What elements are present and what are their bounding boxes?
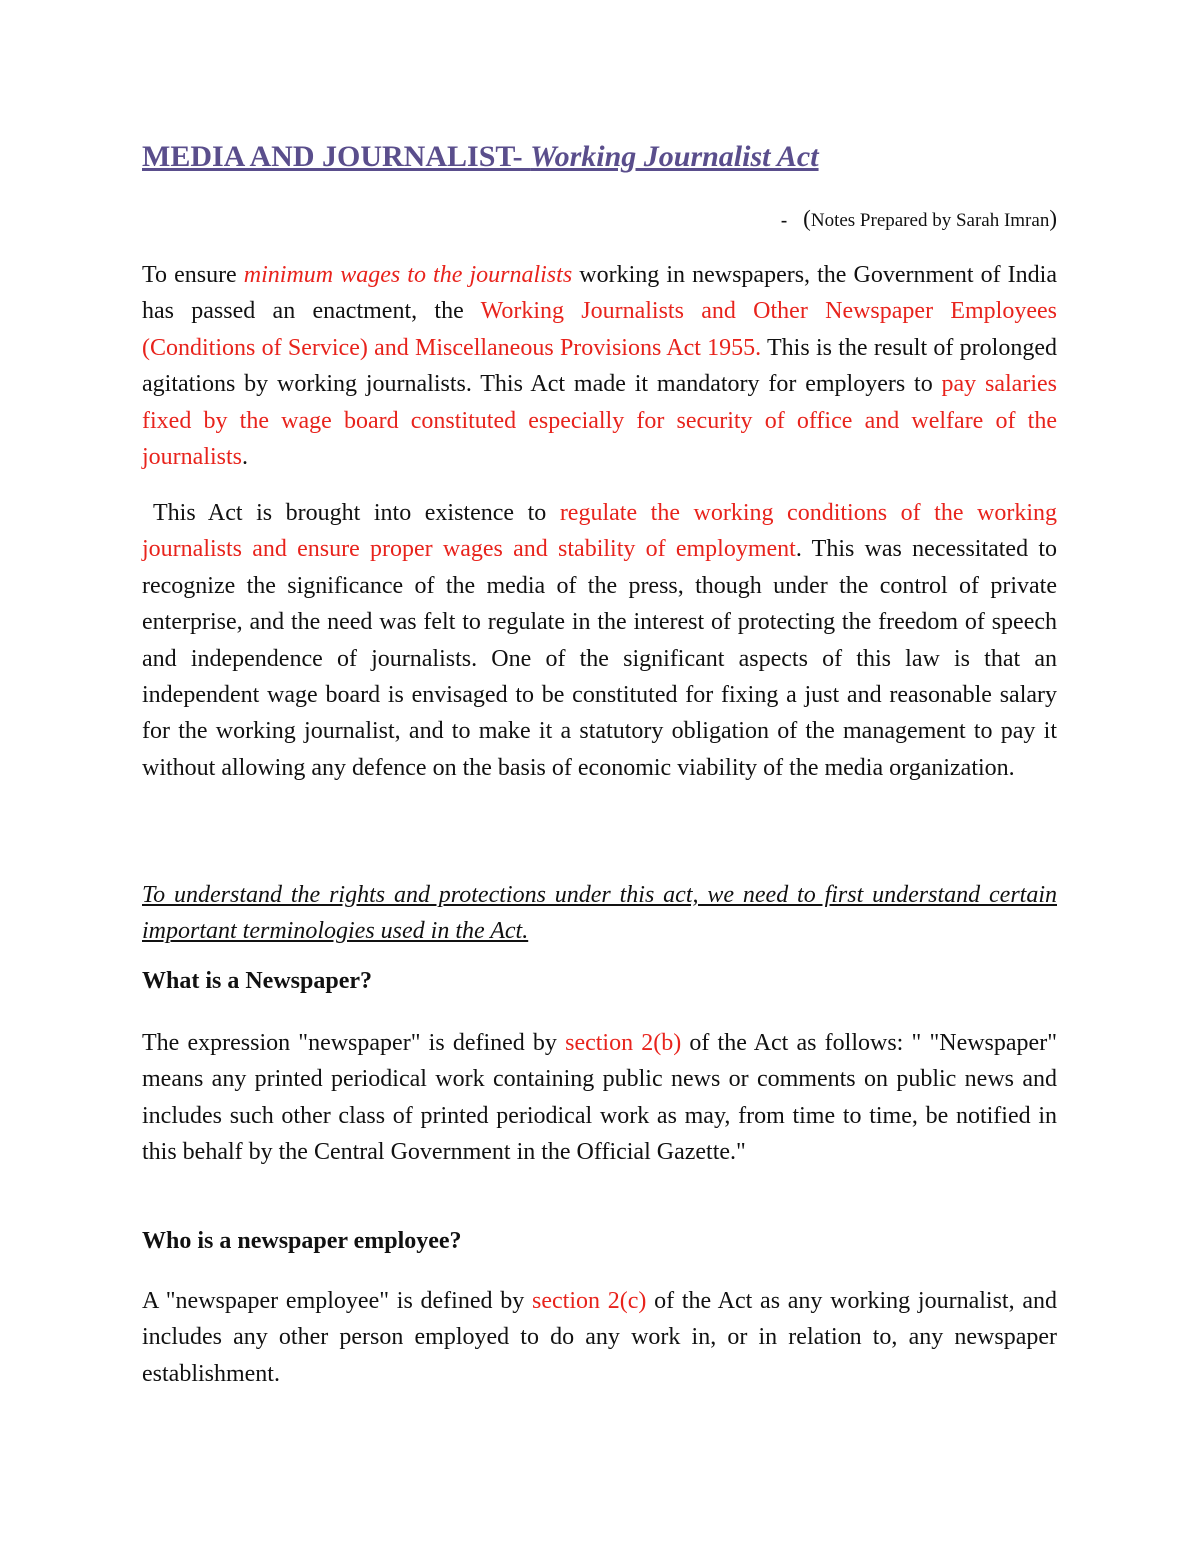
title-part-1: MEDIA AND JOURNALIST- xyxy=(142,140,531,173)
paragraph-terminology-intro: To understand the rights and protections under this act, we need to first understand certain important terminologies used in the Act. xyxy=(142,882,1057,945)
p2-highlight-regulate: regulate the working conditions of the working journalists and ensure proper wages and stability of employment xyxy=(142,500,1058,563)
byline-text: Notes Prepared by Sarah Imran xyxy=(810,210,1050,231)
paragraph-purpose xyxy=(142,495,1057,786)
byline-open-paren: ( xyxy=(803,206,811,231)
heading-newspaper: What is a Newspaper? xyxy=(142,968,373,994)
p4-highlight-section: section 2(b) xyxy=(565,1030,682,1056)
p4-text-1: The expression "newspaper" is defined by xyxy=(142,1030,566,1056)
p5-text-1: A "newspaper employee" is defined by xyxy=(142,1288,533,1314)
paragraph-employee-definition xyxy=(142,1283,1057,1392)
byline xyxy=(781,206,1057,232)
p1-text-2: working in newspapers, the Government of India has passed an enactment, the xyxy=(142,262,1057,325)
p4-text-2: of the Act as follows: " "Newspaper" means any printed periodical work containing public news or comments on public news and includes such other class of printed periodical work as may, from time to time, be notified in this behalf by the Central Government in the Official Gazette." xyxy=(142,1030,1057,1166)
byline-dash: - xyxy=(780,210,788,231)
heading-newspaper-employee: Who is a newspaper employee? xyxy=(142,1228,462,1254)
document-title xyxy=(142,140,819,174)
p1-text-3: This is the result of prolonged agitations by working journalists. This Act made it mandatory for employers to xyxy=(142,334,1057,398)
paragraph-newspaper-definition xyxy=(142,1025,1057,1171)
p1-text-4: . xyxy=(242,444,248,471)
title-part-2: Working Journalist Act xyxy=(530,140,819,173)
p5-highlight-section: section 2(c) xyxy=(532,1288,647,1314)
p2-text-1: This Act is brought into existence to xyxy=(153,500,560,526)
p5-text-2: of the Act as any working journalist, and includes any other person employed to do any work in, or in relation to, any newspaper establishment. xyxy=(142,1288,1057,1387)
p1-highlight-salaries: pay salaries fixed by the wage board constituted especially for security of office and welfare of the journalists xyxy=(142,371,1057,471)
byline-close-paren: ) xyxy=(1049,206,1057,231)
paragraph-intro xyxy=(142,257,1057,475)
p1-highlight-act-name: Working Journalists and Other Newspaper Employees (Conditions of Service) and Miscellaneous Provisions Act 1955. xyxy=(142,298,1057,361)
p1-text-1: To ensure xyxy=(142,262,244,288)
p1-highlight-minimum-wages: minimum wages to the journalists xyxy=(243,262,573,288)
p2-text-2: . This was necessitated to recognize the significance of the media of the press, though under the control of private enterprise, and the need was felt to regulate in the interest of protecting the freedom of speech and independence of journalists. One of the significant aspects of this law is that an independent wage board is envisaged to be constituted for fixing a just and reasonable salary for the working journalist, and to make it a statutory obligation of the management to pay it without allowing any defence on the basis of economic viability of the media organization. xyxy=(142,536,1058,781)
